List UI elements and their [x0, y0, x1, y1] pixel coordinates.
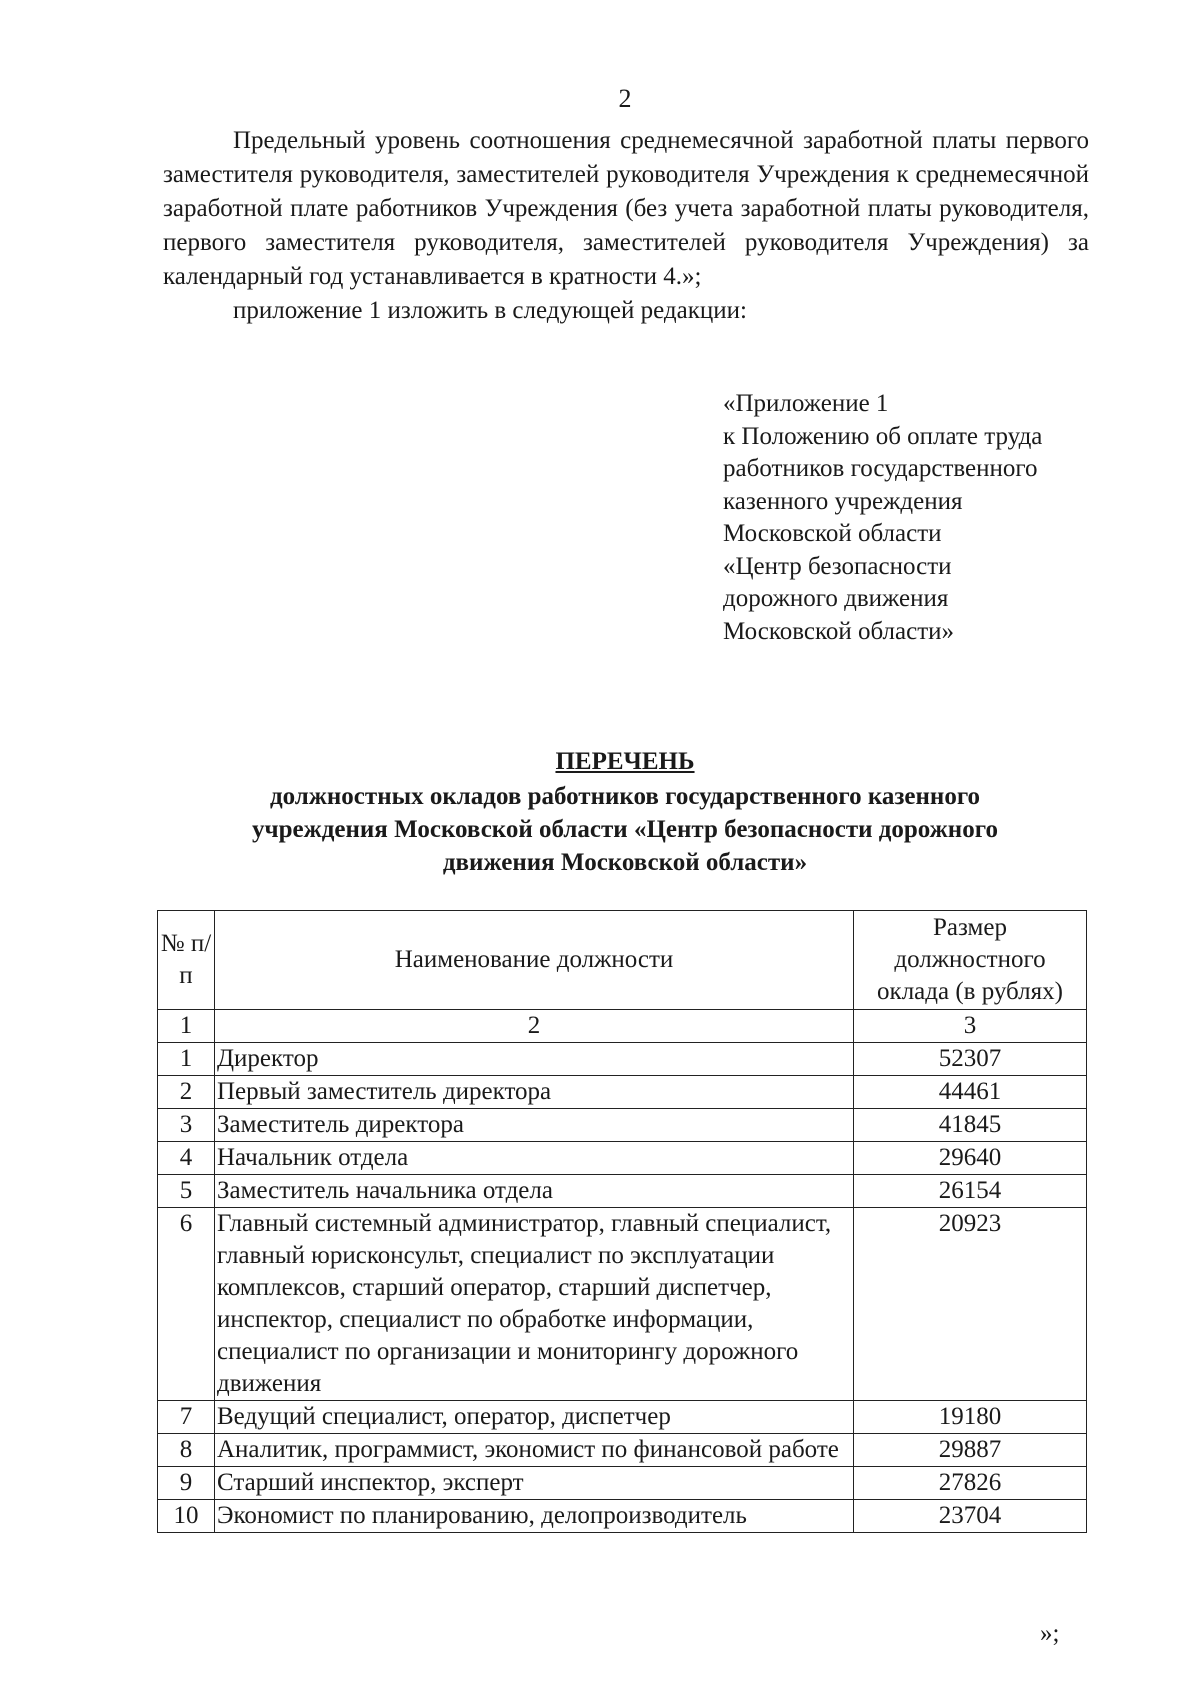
table-row	[158, 1076, 1087, 1109]
paragraph-ratio: Предельный уровень соотношения среднемесячной заработной платы первого заместителя руководителя, заместителей руководителя Учреждения к среднемесячной заработной плате работников Учреждения (без учета заработной платы руководителя, первого заместителя руководителя, заместителей руководителя Учреждения) за календарный год устанавливается в кратности 4.»;	[163, 127, 1089, 290]
row-num: 7	[158, 1401, 215, 1434]
row-position: Заместитель директора	[215, 1109, 854, 1142]
table-row	[158, 1467, 1087, 1500]
subtitle-line: учреждения Московской области «Центр безопасности дорожного	[252, 816, 998, 843]
header-name: Наименование должности	[215, 911, 854, 1010]
appendix-line: «Центр безопасности	[723, 552, 952, 580]
row-salary: 26154	[854, 1175, 1087, 1208]
row-position: Главный системный администратор, главный специалист, главный юрисконсульт, специалист по эксплуатации комплексов, старший оператор, старший диспетчер, инспектор, специалист по обработке информации, специалист по организации и мониторингу дорожного движения	[215, 1208, 854, 1401]
row-position: Заместитель начальника отдела	[215, 1175, 854, 1208]
row-position: Ведущий специалист, оператор, диспетчер	[215, 1401, 854, 1434]
appendix-line: работников государственного	[723, 455, 1038, 482]
subtitle-line: движения Московской области»	[442, 849, 808, 876]
table-row	[158, 1208, 1087, 1401]
document-title: ПЕРЕЧЕНЬ	[555, 748, 695, 775]
appendix-line: Московской области	[723, 520, 942, 547]
row-num: 8	[158, 1434, 215, 1467]
row-num: 4	[158, 1142, 215, 1175]
column-index: 1	[158, 1010, 215, 1043]
row-salary: 29640	[854, 1142, 1087, 1175]
appendix-line: Московской области»	[723, 617, 955, 645]
row-position: Первый заместитель директора	[215, 1076, 854, 1109]
row-salary: 19180	[854, 1401, 1087, 1434]
paragraph-appendix-instruction: приложение 1 изложить в следующей редакции:	[233, 297, 747, 324]
row-salary: 44461	[854, 1076, 1087, 1109]
row-position: Старший инспектор, эксперт	[215, 1467, 854, 1500]
appendix-line: дорожного движения	[723, 585, 949, 612]
row-num: 3	[158, 1109, 215, 1142]
header-value: Размер должностного оклада (в рублях)	[854, 911, 1087, 1010]
row-num: 6	[158, 1208, 215, 1401]
table-row	[158, 1500, 1087, 1533]
row-salary: 29887	[854, 1434, 1087, 1467]
row-salary: 23704	[854, 1500, 1087, 1533]
appendix-line: к Положению об оплате труда	[723, 422, 1043, 450]
row-position: Директор	[215, 1043, 854, 1076]
table-row	[158, 1401, 1087, 1434]
document-subtitle	[0, 780, 1200, 879]
row-salary: 52307	[854, 1043, 1087, 1076]
row-position: Экономист по планированию, делопроизводитель	[215, 1500, 854, 1533]
row-num: 10	[158, 1500, 215, 1533]
body-text	[163, 124, 1089, 328]
column-index: 3	[854, 1010, 1087, 1043]
row-salary: 27826	[854, 1467, 1087, 1500]
table-row	[158, 1434, 1087, 1467]
page-number: 2	[618, 84, 632, 113]
table-row	[158, 1043, 1087, 1076]
header-num: № п/п	[158, 911, 215, 1010]
row-num: 5	[158, 1175, 215, 1208]
table-row	[158, 1175, 1087, 1208]
row-num: 2	[158, 1076, 215, 1109]
table-row	[158, 1109, 1087, 1142]
column-index: 2	[215, 1010, 854, 1043]
appendix-line: «Приложение 1	[723, 390, 889, 417]
row-position: Аналитик, программист, экономист по финансовой работе	[215, 1434, 854, 1467]
appendix-line: казенного учреждения	[723, 487, 963, 515]
table-header-row	[158, 911, 1087, 1010]
appendix-reference	[723, 388, 1103, 648]
row-num: 1	[158, 1043, 215, 1076]
row-salary: 20923	[854, 1208, 1087, 1401]
row-position: Начальник отдела	[215, 1142, 854, 1175]
table-row	[158, 1142, 1087, 1175]
subtitle-line: должностных окладов работников государственного казенного	[269, 783, 981, 810]
row-num: 9	[158, 1467, 215, 1500]
salary-table	[157, 910, 1087, 1533]
column-index-row	[158, 1010, 1087, 1043]
closing-quote: »;	[1040, 1620, 1060, 1647]
row-salary: 41845	[854, 1109, 1087, 1142]
